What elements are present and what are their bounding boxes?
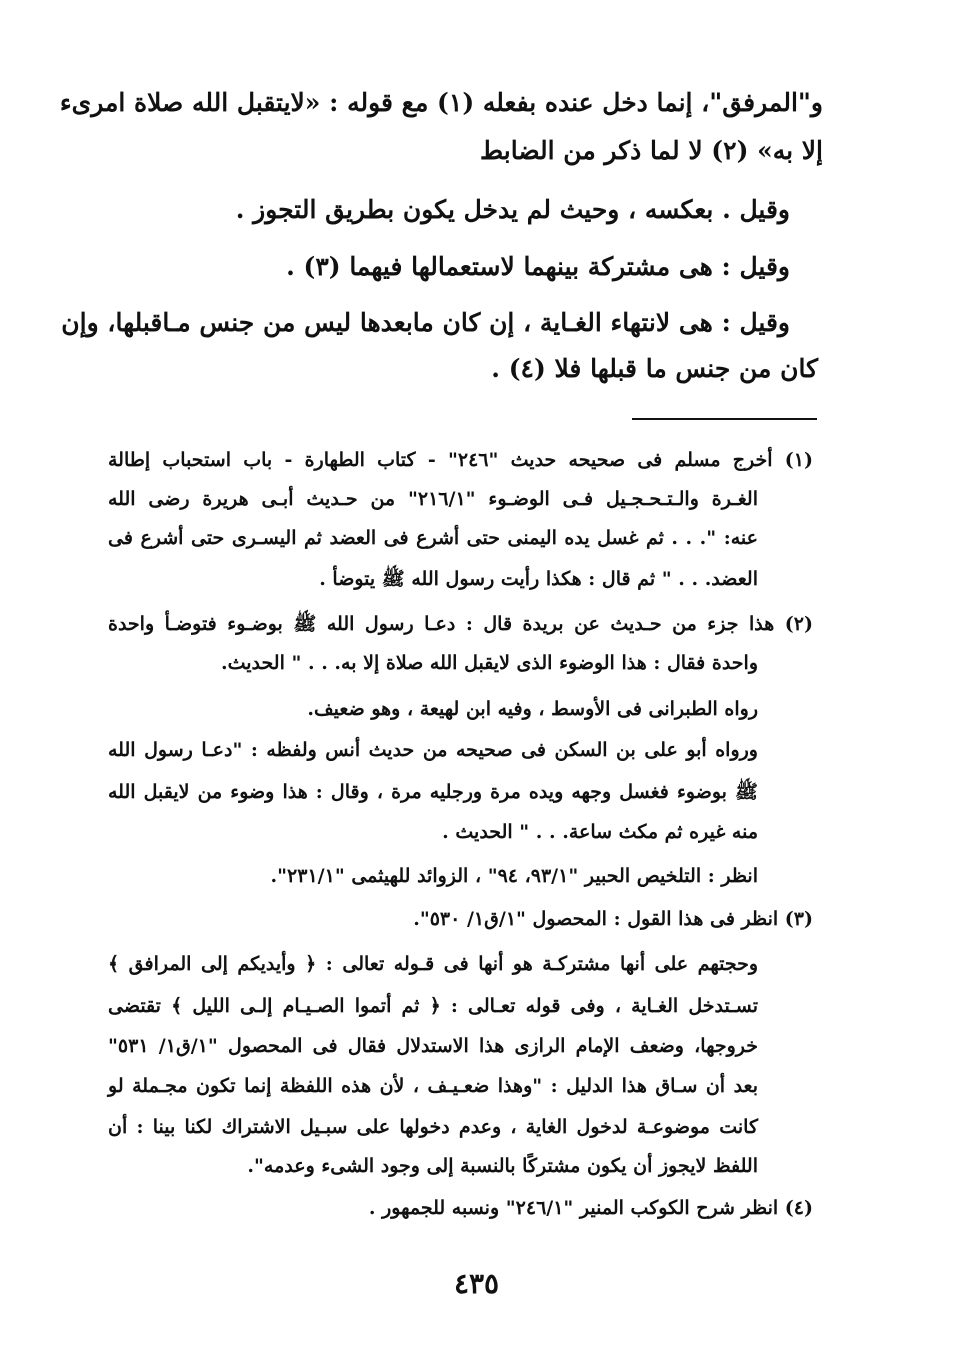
main-line: وقيل : هى لانتهاء الغـاية ، إن كان مابعدها ليس من جنس مـاقبلها، وإن xyxy=(61,308,790,337)
footnote-line: (٣) انظر فى هذا القول : المحصول "١/ق١/ ٥٣٠". xyxy=(413,908,813,930)
main-line: و"المرفق"، إنما دخل عنده بفعله (١) مع قوله : «لايتقبل الله صلاة امرىء xyxy=(59,88,823,117)
footnote-line: كانت موضوعـة لدخول الغاية ، وعدم دخولها على سبـيل الاشتراك لكنا بينا : أن xyxy=(108,1116,758,1138)
footnote-line: الغـرة والـتـحـجـيل فـى الوضـوء "٢١٦/١" من حـديث أبـى هريرة رضى الله xyxy=(108,488,758,510)
page-number: ٤٣٥ xyxy=(453,1267,500,1300)
footnote-line: وحجتهم على أنها مشتركـة هو أنها فى قـوله تعالى : ﴿ وأيديكم إلى المرافق ﴾ xyxy=(108,953,758,975)
footnote-line: عنه: ". . . ثم غسل يده اليمنى حتى أشرع فى العضد ثم اليسـرى حتى أشرع فى xyxy=(108,527,758,549)
footnote-line: ورواه أبو على بن السكن فى صحيحه من حديث أنس ولفظه : "دعـا رسول الله xyxy=(108,739,758,761)
footnote-line: خروجها، وضعف الإمام الرازى هذا الاستدلال فقال فى المحصول "١/ق١/ ٥٣١" xyxy=(108,1035,758,1057)
footnote-line: ﷺ بوضوء فغسل وجهه ويده مرة ورجليه مرة ، وقال : هذا وضوء من لايقبل الله xyxy=(108,781,758,803)
footnote-line: واحدة فقال : هذا الوضوء الذى لايقبل الله صلاة إلا به. . . " الحديث. xyxy=(220,652,758,674)
footnote-line: (٢) هذا جزء من حـديث عن بريدة قال : دعـا رسول الله ﷺ بوضـوء فتوضـأ واحدة xyxy=(108,613,813,635)
main-line: كان من جنس ما قبلها فلا (٤) . xyxy=(491,354,818,383)
footnote-line: رواه الطبرانى فى الأوسط ، وفيه ابن لهيعة ، وهو ضعيف. xyxy=(307,698,758,720)
main-line: وقيل . بعكسه ، وحيث لم يدخل يكون بطريق التجوز . xyxy=(235,195,790,224)
footnote-line: (١) أخرج مسلم فى صحيحه حديث "٢٤٦" - كتاب الطهارة - باب استحباب إطالة xyxy=(108,449,814,471)
footnote-line: انظر : التلخيص الحبير "٩٣/١، ٩٤" ، الزوائد للهيثمى "٢٣١/١". xyxy=(270,865,758,887)
footnote-separator xyxy=(632,418,817,420)
footnote-line: (٤) انظر شرح الكوكب المنير "٢٤٦/١" ونسبه للجمهور . xyxy=(368,1197,813,1219)
footnote-line: اللفظ لايجوز أن يكون مشتركًا بالنسبة إلى وجود الشىء وعدمه". xyxy=(247,1155,758,1177)
footnote-line: العضد. . . " ثم قال : هكذا رأيت رسول الله ﷺ يتوضأ . xyxy=(319,568,758,590)
footnote-line: تسـتدخل الغـاية ، وفى قوله تعـالى : ﴿ ثم أتموا الصـيـام إلـى الليل ﴾ تقتضى xyxy=(108,995,758,1017)
main-line: وقيل : هى مشتركة بينهما لاستعمالها فيهما (٣) . xyxy=(286,252,790,281)
footnote-line: منه غيره ثم مكث ساعة. . . " الحديث . xyxy=(442,821,758,843)
main-line: إلا به» (٢) لا لما ذكر من الضابط xyxy=(480,136,823,165)
footnote-line: بعد أن سـاق هذا الدليل : "وهذا ضعـيـف ، لأن هذه اللفظة إنما تكون مجـملة لو xyxy=(108,1075,758,1097)
